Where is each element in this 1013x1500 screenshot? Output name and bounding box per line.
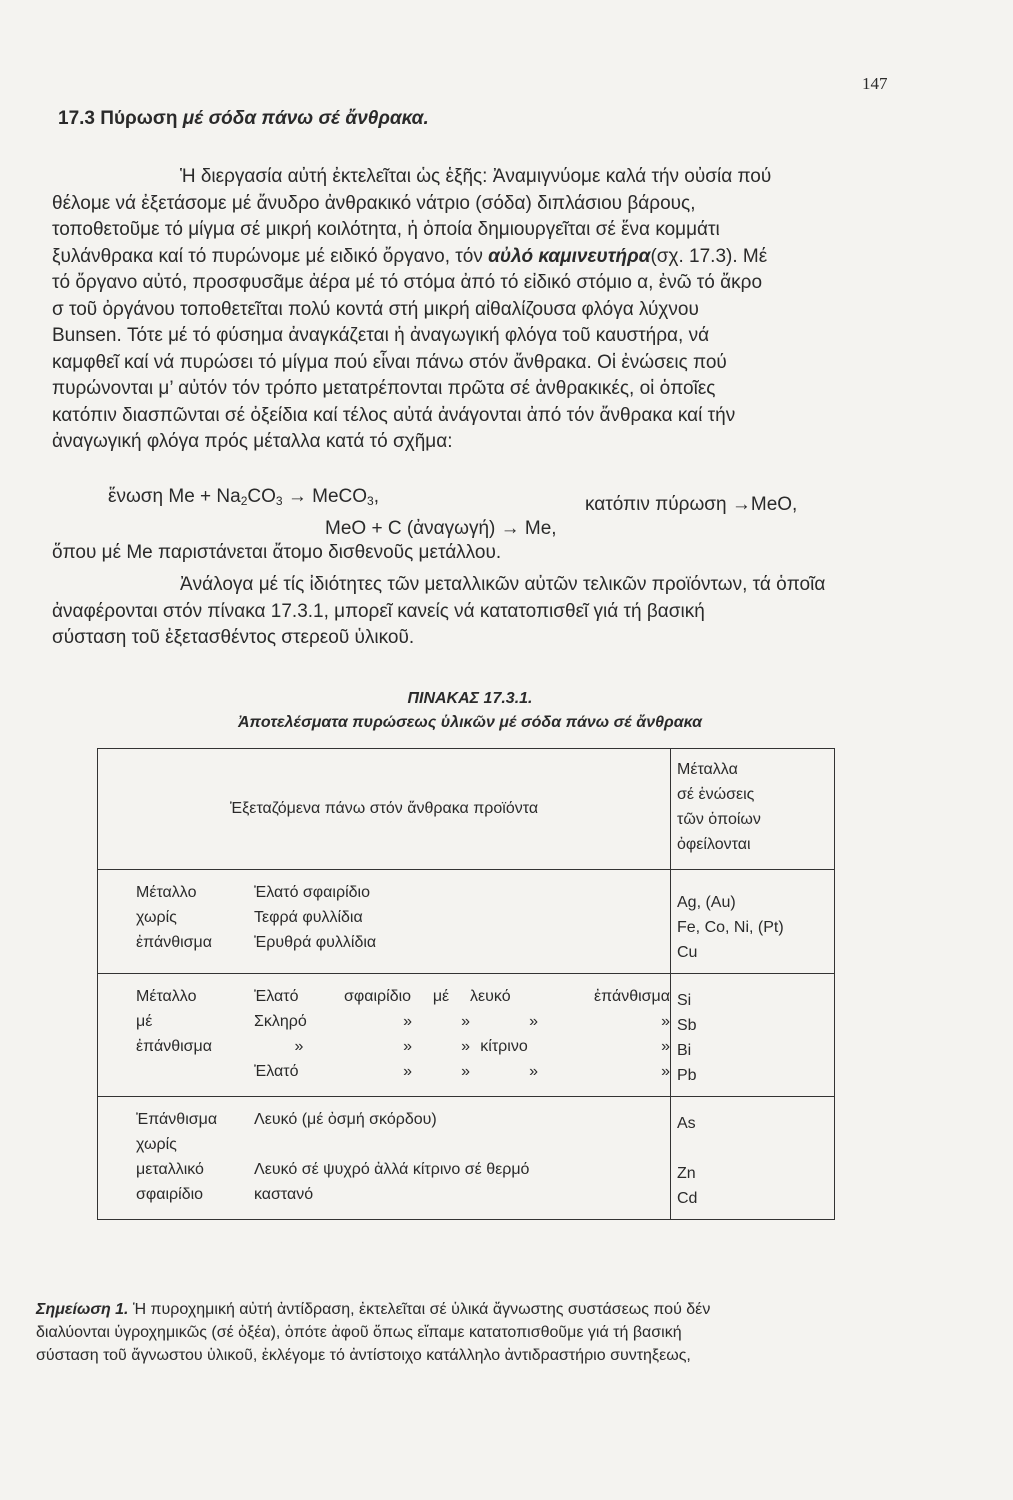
group2-metals: Si Sb Bi Pb bbox=[671, 974, 835, 1097]
para1-line: θέλομε νά ἐξετάσομε μέ ἄνυδρο ἀνθρακικό νάτριο (σόδα) διπλάσιου βάρους, bbox=[52, 192, 696, 214]
note-label: Σημείωση 1. bbox=[36, 1301, 129, 1318]
table-caption-title: ΠΙΝΑΚΑΣ 17.3.1. bbox=[407, 690, 533, 707]
group1-metals: Ag, (Au) Fe, Co, Ni, (Pt) Cu bbox=[671, 870, 835, 974]
table-caption-description: Ἀποτελέσματα πυρώσεως ὑλικῶν μέ σόδα πάνω σέ ἄνθρακα bbox=[237, 714, 703, 731]
para1-line: πυρώνονται μ’ αὐτόν τόν τρόπο μετατρέπονται πρῶτα σέ ἀνθρακικές, οἱ ὁποῖες bbox=[52, 378, 716, 399]
results-table bbox=[97, 748, 835, 1220]
para1-line: κατόπιν διασπῶνται σέ ὀξείδια καί τέλος αὐτά ἀνάγονται ἀπό τόν ἄνθρακα καί τήν bbox=[52, 404, 736, 426]
para2-line: ἀναφέρονται στόν πίνακα 17.3.1, μπορεῖ κανείς νά κατατοπισθεῖ γιά τή βασική bbox=[52, 600, 705, 622]
para1-line: καμφθεῖ καί νά πυρώσει τό μίγμα πού εἶναι πάνω στόν ἄνθρακα. Οἱ ἐνώσεις πού bbox=[52, 351, 727, 373]
header-products: Ἐξεταζόμενα πάνω στόν ἄνθρακα προϊόντα bbox=[98, 749, 671, 870]
group2-descriptions: Ἐλατό σφαιρίδιο μέ λευκό ἐπάνθισμα Σκληρό » » » » » » » κίτρινο » Ἐλατό » » » » bbox=[254, 988, 670, 1080]
group3-descriptions: Λευκό (μέ ὀσμή σκόρδου) Λευκό σέ ψυχρό ἀλλά κίτρινο σέ θερμό καστανό bbox=[254, 1111, 530, 1203]
para2-line: σύσταση τοῦ ἐξετασθέντος στερεοῦ ὑλικοῦ. bbox=[52, 627, 415, 648]
paragraph-1 bbox=[52, 164, 892, 456]
note-1 bbox=[36, 1298, 876, 1367]
equation-2: MeO + C (ἀναγωγή) → Me, bbox=[325, 518, 557, 539]
table-row-group-2 bbox=[98, 974, 835, 1097]
para1-line: ξυλάνθρακα καί τό πυρώνομε μέ ειδικό ὄργανο, τόν αὐλό καμινευτήρα(σχ. 17.3). Μέ bbox=[52, 245, 768, 267]
para2-line: Ἀνάλογα μέ τίς ἰδιότητες τῶν μεταλλικῶν αὐτῶν τελικῶν προϊόντων, τά ὁποῖα bbox=[180, 574, 826, 595]
para1-line: τοποθετοῦμε τό μίγμα σέ μικρή κοιλότητα, ἡ ὁποία δημιουργεῖται σέ ἕνα κομμάτι bbox=[52, 219, 720, 240]
group2-products bbox=[98, 974, 671, 1097]
section-title bbox=[58, 108, 429, 130]
paragraph-2 bbox=[52, 572, 892, 652]
note-line: σύσταση τοῦ ἄγνωστου ὑλικοῦ, ἐκλέγομε τό ἀντίστοιχο κατάλληλο ἀντιδραστήριο συντηξεως, bbox=[36, 1347, 691, 1364]
page-number: 147 bbox=[862, 74, 888, 93]
group1-label: Μέταλλο χωρίς ἐπάνθισμα bbox=[136, 884, 212, 951]
group3-products bbox=[98, 1097, 671, 1220]
group3-metals: As Zn Cd bbox=[671, 1097, 835, 1220]
equation-legend: ὅπου μέ Me παριστάνεται ἄτομο δισθενοῦς μετάλλου. bbox=[52, 542, 502, 563]
table-row-group-1 bbox=[98, 870, 835, 974]
group3-label: Ἐπάνθισμα χωρίς μεταλλικό σφαιρίδιο bbox=[136, 1111, 218, 1203]
group1-descriptions: Ἐλατό σφαιρίδιο Τεφρά φυλλίδια Ἐρυθρά φυλλίδια bbox=[254, 884, 377, 951]
para1-line: Bunsen. Τότε μέ τό φύσημα ἀναγκάζεται ἡ ἀναγωγική φλόγα τοῦ καυστήρα, νά bbox=[52, 325, 710, 346]
equation-1-followup: κατόπιν πύρωση →MeO, bbox=[585, 494, 798, 515]
para1-line: Ἡ διεργασία αὐτή ἐκτελεῖται ὡς ἑξῆς: Ἀναμιγνύομε καλά τήν οὐσία πού bbox=[180, 166, 772, 187]
equation-1: ἕνωση $Me + Na_2CO_3$ → MeCO$_3$, bbox=[108, 486, 380, 508]
note-line: Ἡ πυροχημική αὐτή ἀντίδραση, ἐκτελεῖται σέ ὑλικά ἄγνωστης συστάσεως πού δέν bbox=[132, 1301, 711, 1318]
group2-label: Μέταλλο μέ ἐπάνθισμα bbox=[136, 988, 212, 1055]
para1-line: σ τοῦ ὀργάνου τοποθετεῖται πολύ κοντά στή μικρή αἰθαλίζουσα φλόγα λύχνου bbox=[52, 298, 699, 320]
section-title-text: μέ σόδα πάνω σέ ἄνθρακα. bbox=[182, 108, 429, 129]
table-row-group-3 bbox=[98, 1097, 835, 1220]
para1-line: τό ὄργανο αὐτό, προσφυσᾶμε ἀέρα μέ τό στόμα ἀπό τό εἰδικό στόμιο α, ἐνῶ τό ἄκρο bbox=[52, 272, 763, 293]
para1-line: ἀναγωγική φλόγα πρός μέταλλα κατά τό σχῆμα: bbox=[52, 431, 453, 452]
note-line: διαλύονται ὑγροχημικῶς (σέ ὀξέα), ὁπότε ἀφοῦ ὅπως εἴπαμε κατατοπισθοῦμε γιά τή βασική bbox=[36, 1324, 682, 1341]
term-aulos: αὐλό καμινευτήρα bbox=[488, 245, 651, 267]
table-header-row bbox=[98, 749, 835, 870]
header-metals: Μέταλλα σέ ἑνώσεις τῶν ὁποίων ὀφείλονται bbox=[671, 749, 835, 870]
group1-products bbox=[98, 870, 671, 974]
section-title-number: 17.3 Πύρωση bbox=[58, 108, 178, 129]
